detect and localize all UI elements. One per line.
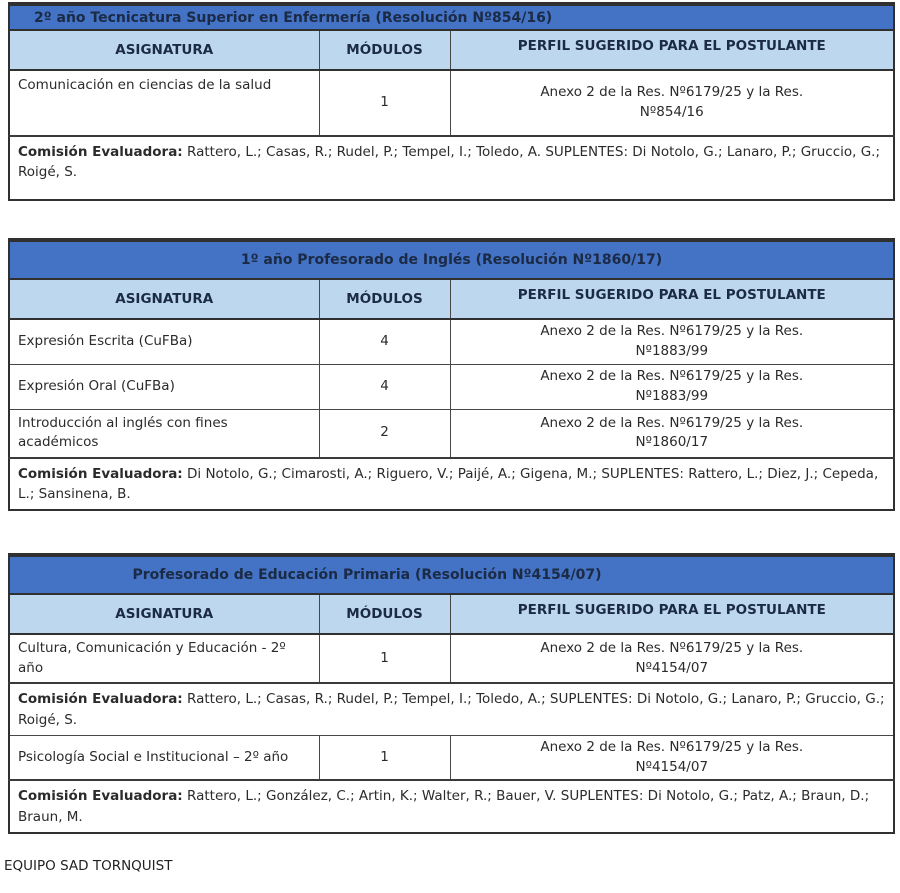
modulos-cell: 2 xyxy=(319,409,450,458)
comision-members: Rattero, L.; Casas, R.; Rudel, P.; Tempel, I.; Toledo, A. SUPLENTES: Di Notolo, G.; Lanaro, P.; Gruccio, G.; Roigé, S. xyxy=(18,144,881,181)
table-row xyxy=(9,735,894,780)
col-header-perfil: PERFIL SUGERIDO PARA EL POSTULANTE xyxy=(450,30,894,70)
col-header-asignatura: ASIGNATURA xyxy=(9,279,319,319)
perfil-line: Nº1860/17 xyxy=(635,434,709,451)
modulos-cell: 1 xyxy=(319,70,450,136)
perfil-cell xyxy=(450,319,894,364)
perfil-line: Nº4154/07 xyxy=(635,659,709,676)
comision-cell xyxy=(9,458,894,511)
asignatura-cell: Expresión Escrita (CuFBa) xyxy=(9,319,319,364)
table-title: Profesorado de Educación Primaria (Resolución Nº4154/07) xyxy=(9,555,894,594)
perfil-cell xyxy=(450,634,894,683)
table-row xyxy=(9,319,894,364)
asignatura-cell: Cultura, Comunicación y Educación - 2º año xyxy=(9,634,319,683)
table-title-row xyxy=(9,4,894,30)
perfil-line: Nº4154/07 xyxy=(635,758,709,775)
perfil-line: Anexo 2 de la Res. Nº6179/25 y la Res. xyxy=(540,367,804,384)
col-header-perfil: PERFIL SUGERIDO PARA EL POSTULANTE xyxy=(450,279,894,319)
comision-row xyxy=(9,458,894,511)
table-ingles xyxy=(8,238,895,511)
perfil-cell xyxy=(450,409,894,458)
col-header-modulos: MÓDULOS xyxy=(319,594,450,634)
col-header-asignatura: ASIGNATURA xyxy=(9,594,319,634)
modulos-cell: 1 xyxy=(319,634,450,683)
comision-label: Comisión Evaluadora: xyxy=(18,691,183,708)
modulos-cell: 1 xyxy=(319,735,450,780)
comision-members: Rattero, L.; Casas, R.; Rudel, P.; Tempel, I.; Toledo, A.; SUPLENTES: Di Notolo, G.; Lanaro, P.; Gruccio, G.; Roigé, S. xyxy=(18,691,885,728)
modulos-cell: 4 xyxy=(319,319,450,364)
perfil-cell xyxy=(450,364,894,409)
comision-label: Comisión Evaluadora: xyxy=(18,144,183,160)
comision-row xyxy=(9,683,894,735)
col-header-asignatura: ASIGNATURA xyxy=(9,30,319,70)
footer-text: EQUIPO SAD TORNQUIST xyxy=(4,857,173,874)
perfil-line: Nº854/16 xyxy=(639,104,704,120)
comision-members: Rattero, L.; González, C.; Artin, K.; Walter, R.; Bauer, V. SUPLENTES: Di Notolo, G.; Patz, A.; Braun, D.; Braun, M. xyxy=(18,788,870,825)
comision-cell xyxy=(9,683,894,735)
perfil-line: Anexo 2 de la Res. Nº6179/25 y la Res. xyxy=(540,738,804,755)
table-title-row xyxy=(9,240,894,279)
perfil-line: Anexo 2 de la Res. Nº6179/25 y la Res. xyxy=(540,414,804,431)
perfil-line: Anexo 2 de la Res. Nº6179/25 y la Res. xyxy=(540,84,804,101)
col-header-modulos: MÓDULOS xyxy=(319,30,450,70)
column-header-row xyxy=(9,30,894,70)
comision-row xyxy=(9,136,894,200)
perfil-line: Anexo 2 de la Res. Nº6179/25 y la Res. xyxy=(540,323,804,340)
perfil-line: Nº1883/99 xyxy=(635,342,709,359)
asignatura-cell: Expresión Oral (CuFBa) xyxy=(9,364,319,409)
col-header-modulos: MÓDULOS xyxy=(319,279,450,319)
comision-label: Comisión Evaluadora: xyxy=(18,788,183,805)
asignatura-cell: Psicología Social e Institucional – 2º año xyxy=(9,735,319,780)
perfil-line: Nº1883/99 xyxy=(635,387,709,404)
perfil-cell xyxy=(450,70,894,136)
column-header-row xyxy=(9,279,894,319)
perfil-cell xyxy=(450,735,894,780)
table-row xyxy=(9,70,894,136)
asignatura-cell: Comunicación en ciencias de la salud xyxy=(9,70,319,136)
comision-row xyxy=(9,780,894,833)
col-header-perfil: PERFIL SUGERIDO PARA EL POSTULANTE xyxy=(450,594,894,634)
table-title: 2º año Tecnicatura Superior en Enfermería (Resolución Nº854/16) xyxy=(9,4,894,30)
table-row xyxy=(9,364,894,409)
table-primaria xyxy=(8,553,895,834)
table-title: 1º año Profesorado de Inglés (Resolución Nº1860/17) xyxy=(9,240,894,279)
table-row xyxy=(9,409,894,458)
column-header-row xyxy=(9,594,894,634)
perfil-line: Anexo 2 de la Res. Nº6179/25 y la Res. xyxy=(540,640,804,657)
comision-members: Di Notolo, G.; Cimarosti, A.; Riguero, V.; Paijé, A.; Gigena, M.; SUPLENTES: Rattero, L.; Diez, J.; Cepeda, L.; Sansinena, B. xyxy=(18,465,879,502)
modulos-cell: 4 xyxy=(319,364,450,409)
comision-cell xyxy=(9,136,894,200)
table-title-row xyxy=(9,555,894,594)
table-enfermeria xyxy=(8,2,895,201)
comision-label: Comisión Evaluadora: xyxy=(18,465,183,482)
asignatura-cell: Introducción al inglés con fines académicos xyxy=(9,409,319,458)
comision-cell xyxy=(9,780,894,833)
table-row xyxy=(9,634,894,683)
